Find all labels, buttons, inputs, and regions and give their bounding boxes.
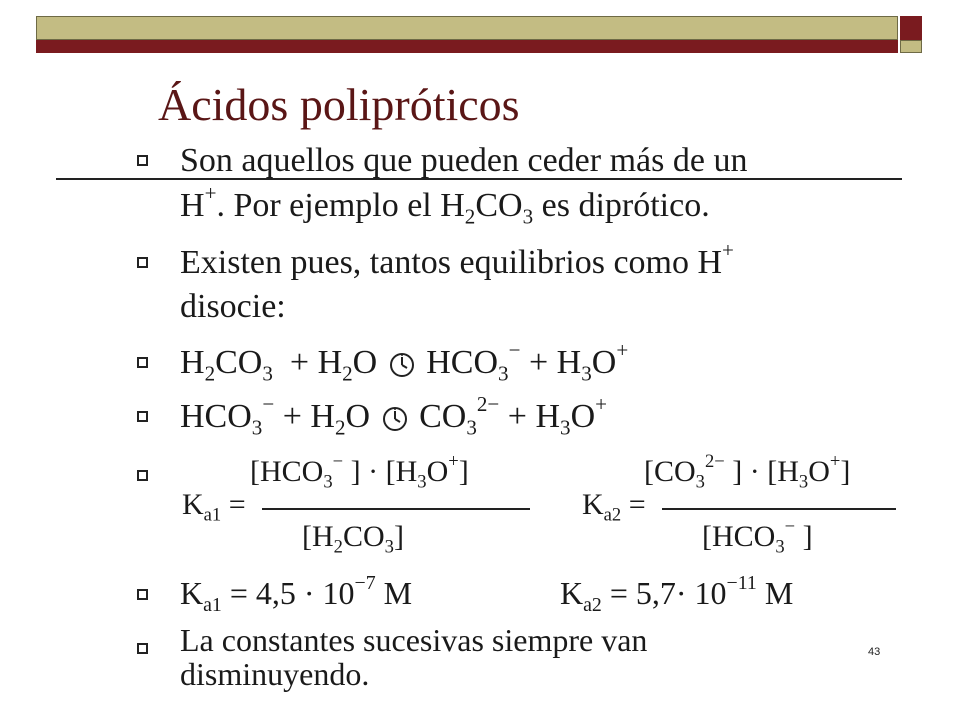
equilibrium-arrow-icon [381,405,409,433]
bullet-2-line-2: disocie: [180,288,286,325]
ka1-denominator: $[H_2CO_3]$ [302,520,404,558]
bullet-icon [137,155,148,166]
bullet-7-line-1: La constantes sucesivas siempre van [180,622,648,658]
page-number: 43 [868,646,881,658]
ka1-label: $K_{a1}$ = [182,488,246,526]
ka2-denominator: [$HCO_3^-$ ] [702,516,813,558]
ka2-value: $K_{a2} = 5,7\cdot 10^{-11}$ M [560,572,794,616]
ka1-fraction-bar [262,508,530,510]
corner-block-olive [900,40,922,53]
equilibrium-2: $HCO_3^- + H_2O$ $CO_3^{2-} + H_3O^+$ [180,392,608,440]
ka2-label: $K_{a2}$ = [582,488,646,526]
bullet-icon [137,643,148,654]
bullet-icon [137,411,148,422]
bullet-icon [137,357,148,368]
bullet-1-line-1: Son aquellos que pueden ceder más de un [180,142,748,179]
ka1-value: $K_{a1} = 4,5 \cdot 10^{-7}$ M [180,572,413,616]
ka1-numerator: [$HCO_3^-$ ] · $[H_3O^+]$ [250,451,469,493]
bullet-icon [137,589,148,600]
header-bar-olive [36,16,898,40]
header-bar-maroon [36,40,898,53]
slide-title: Ácidos polipróticos [158,79,520,130]
ka2-numerator: [$CO_3^{2-}$ ] · $[H_3O^+]$ [644,451,851,493]
bullet-7-line-2: disminuyendo. [180,656,370,692]
bullet-1-line-2: H+. Por ejemplo el $H_2CO_3$ es diprótico. [180,181,710,229]
bullet-icon [137,470,148,481]
bullet-icon [137,257,148,268]
corner-block-maroon [900,16,922,40]
ka2-fraction-bar [662,508,896,510]
equilibrium-1: $H_2CO_3 + H_2O$ $HCO_3^- + H_3O^+$ [180,338,629,386]
bullet-2-line-1: Existen pues, tantos equilibrios como H+ [180,238,734,281]
equilibrium-arrow-icon [388,351,416,379]
